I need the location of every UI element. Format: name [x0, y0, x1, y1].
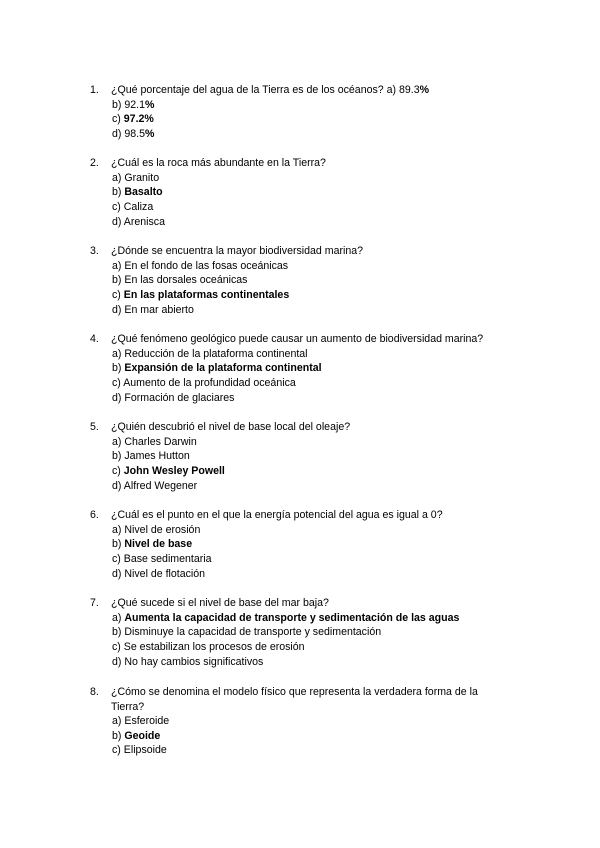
- option-text: Granito: [124, 171, 160, 184]
- option-text-correct: Expansión de la plataforma continental: [124, 362, 322, 375]
- option-c: [112, 640, 510, 655]
- question-stem: [90, 332, 510, 347]
- option-text: 92.1: [124, 98, 145, 111]
- option-suffix: %: [145, 127, 155, 140]
- option-d: [112, 215, 510, 230]
- option-text: Esferoide: [124, 715, 170, 727]
- option-text: Formación de glaciares: [124, 391, 235, 404]
- option-text: En las dorsales oceánicas: [124, 274, 248, 287]
- option-a: [112, 347, 510, 362]
- question-number: 3.: [90, 245, 99, 257]
- option-letter: b): [112, 362, 122, 375]
- option-d: [112, 391, 510, 406]
- question-4: [90, 332, 510, 405]
- option-b: [112, 361, 510, 376]
- question-stem: [90, 244, 510, 259]
- option-text: Elipsoide: [123, 744, 167, 757]
- option-d: [112, 303, 510, 318]
- question-7: [90, 596, 510, 669]
- option-b: [112, 273, 510, 288]
- option-letter: c): [112, 376, 121, 389]
- question-number: 1.: [90, 84, 99, 96]
- options-list: [90, 714, 510, 758]
- option-letter: b): [112, 186, 122, 199]
- option-text-correct: Nivel de base: [124, 538, 193, 551]
- question-6: [90, 508, 510, 581]
- question-2: [90, 156, 510, 229]
- option-a: [112, 714, 510, 729]
- option-d: [112, 655, 510, 670]
- option-text-correct: Basalto: [124, 186, 163, 199]
- options-list: [90, 611, 510, 670]
- option-letter: d): [112, 127, 122, 140]
- option-c: [112, 288, 510, 303]
- option-letter: c): [112, 744, 121, 757]
- option-text: Se estabilizan los procesos de erosión: [123, 640, 305, 653]
- question-text: ¿Qué sucede si el nivel de base del mar baja?: [111, 597, 329, 609]
- option-a: [112, 171, 510, 186]
- options-list: [90, 171, 510, 230]
- question-stem: [90, 508, 510, 523]
- option-letter: c): [112, 200, 121, 213]
- option-b: [112, 625, 510, 640]
- option-text: Base sedimentaria: [123, 552, 212, 565]
- option-text: En mar abierto: [124, 303, 194, 316]
- option-letter: d): [112, 215, 122, 228]
- option-text-correct: Aumenta la capacidad de transporte y sedimentación de las aguas: [124, 611, 460, 624]
- options-list: [90, 259, 510, 318]
- option-letter: d): [112, 655, 122, 668]
- option-text: Disminuye la capacidad de transporte y sedimentación: [124, 626, 382, 639]
- option-letter: d): [112, 303, 122, 316]
- question-number: 7.: [90, 597, 99, 609]
- question-text: ¿Qué porcentaje del agua de la Tierra es de los océanos? a) 89.3: [111, 84, 420, 96]
- question-text: ¿Cómo se denomina el modelo físico que representa la verdadera forma de la Tierra?: [111, 686, 478, 713]
- options-list: [90, 347, 510, 406]
- question-stem: [90, 685, 510, 714]
- option-letter: d): [112, 479, 122, 492]
- question-3: [90, 244, 510, 317]
- option-text: James Hutton: [124, 450, 190, 463]
- options-list: [90, 435, 510, 494]
- option-letter: a): [112, 435, 122, 448]
- option-d: [112, 479, 510, 494]
- option-letter: d): [112, 567, 122, 580]
- option-text: En el fondo de las fosas oceánicas: [124, 259, 289, 272]
- option-letter: c): [112, 640, 121, 653]
- option-letter: a): [112, 715, 122, 727]
- question-5: [90, 420, 510, 493]
- option-letter: a): [112, 259, 122, 272]
- option-letter: b): [112, 98, 122, 111]
- option-letter: a): [112, 171, 122, 184]
- option-text: No hay cambios significativos: [124, 655, 264, 668]
- option-text: Nivel de erosión: [124, 523, 201, 536]
- question-stem: [90, 156, 510, 171]
- option-letter: b): [112, 538, 122, 551]
- question-text: ¿Dónde se encuentra la mayor biodiversidad marina?: [111, 245, 364, 257]
- option-d: [112, 127, 510, 142]
- question-number: 2.: [90, 157, 99, 169]
- option-letter: c): [112, 464, 121, 477]
- option-b: [112, 729, 510, 744]
- option-b: [112, 449, 510, 464]
- options-list: [90, 98, 510, 142]
- question-number: 4.: [90, 333, 99, 345]
- option-text: Charles Darwin: [124, 435, 197, 448]
- question-text: ¿Cuál es la roca más abundante en la Tierra?: [111, 157, 326, 169]
- option-letter: a): [112, 523, 122, 536]
- option-text: Caliza: [123, 200, 154, 213]
- option-letter: b): [112, 729, 122, 742]
- option-c: [112, 200, 510, 215]
- option-text: Aumento de la profundidad oceánica: [123, 376, 296, 389]
- option-a: [112, 435, 510, 450]
- option-letter: c): [112, 288, 121, 301]
- question-stem: [90, 83, 510, 98]
- option-text: Alfred Wegener: [123, 479, 198, 492]
- option-c: [112, 743, 510, 758]
- option-a: [112, 523, 510, 538]
- option-b: [112, 537, 510, 552]
- option-suffix: %: [145, 98, 155, 111]
- option-c: [112, 464, 510, 479]
- option-a: [112, 259, 510, 274]
- option-text: Reducción de la plataforma continental: [124, 347, 308, 360]
- option-c: [112, 376, 510, 391]
- options-list: [90, 523, 510, 582]
- option-c: [112, 552, 510, 567]
- option-b: [112, 98, 510, 113]
- question-text: ¿Cuál es el punto en el que la energía potencial del agua es igual a 0?: [111, 509, 443, 521]
- option-letter: b): [112, 274, 122, 287]
- option-letter: a): [112, 347, 122, 360]
- option-text-correct: John Wesley Powell: [123, 464, 225, 477]
- question-text: ¿Qué fenómeno geológico puede causar un aumento de biodiversidad marina?: [111, 333, 484, 345]
- question-stem: [90, 596, 510, 611]
- question-stem: [90, 420, 510, 435]
- option-text-correct: 97.2%: [123, 113, 154, 126]
- question-1: [90, 83, 510, 142]
- option-text: Nivel de flotación: [124, 567, 206, 580]
- option-letter: a): [112, 611, 122, 624]
- question-number: 6.: [90, 509, 99, 521]
- option-letter: c): [112, 113, 121, 126]
- question-number: 8.: [90, 686, 99, 698]
- option-a: [112, 611, 510, 626]
- option-d: [112, 567, 510, 582]
- option-text-correct: En las plataformas continentales: [123, 288, 290, 301]
- question-number: 5.: [90, 421, 99, 433]
- question-8: [90, 685, 510, 758]
- option-letter: d): [112, 391, 122, 404]
- option-letter: b): [112, 626, 122, 639]
- question-text: ¿Quién descubrió el nivel de base local del oleaje?: [111, 421, 351, 433]
- option-text: Arenisca: [123, 215, 165, 228]
- option-letter: b): [112, 450, 122, 463]
- option-b: [112, 185, 510, 200]
- option-text: 98.5: [124, 127, 145, 140]
- option-text-correct: Geoide: [124, 729, 161, 742]
- option-letter: c): [112, 552, 121, 565]
- option-c: [112, 112, 510, 127]
- question-text-suffix: %: [419, 84, 430, 96]
